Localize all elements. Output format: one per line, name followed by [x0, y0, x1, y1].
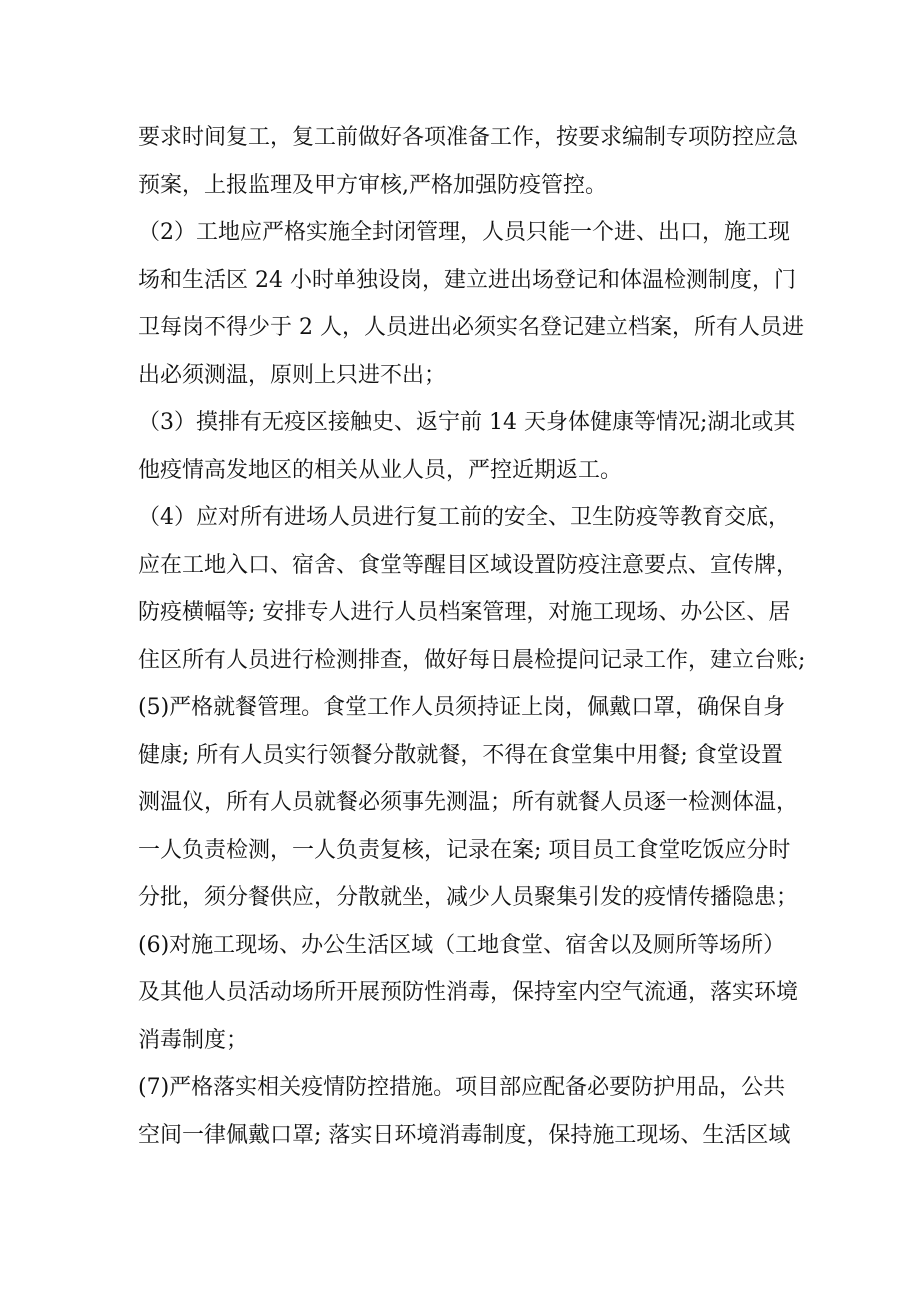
- text-line: 要求时间复工，复工前做好各项准备工作，按要求编制专项防控应急: [138, 125, 799, 150]
- text-line: （3）摸排有无疫区接触史、返宁前 14 天身体健康等情况;湖北或其: [138, 410, 796, 435]
- text-line: 预案，上报监理及甲方审核,严格加强防疫管控。: [138, 172, 607, 198]
- document-body: [138, 114, 806, 1159]
- text-line: 一人负责检测，一人负责复核，记录在案; 项目员工食堂吃饭应分时: [138, 837, 791, 863]
- text-line: 住区所有人员进行检测排查，做好每日晨检提问记录工作，建立台账;: [138, 647, 806, 673]
- text-line: (7)严格落实相关疫情防控措施。项目部应配备必要防护用品，公共: [138, 1075, 786, 1100]
- text-line: 出必须测温，原则上只进不出；: [138, 362, 447, 388]
- text-line: （4）应对所有进场人员进行复工前的安全、卫生防疫等教育交底，: [138, 505, 790, 530]
- text-line: 场和生活区 24 小时单独设岗，建立进出场登记和体温检测制度，门: [138, 267, 796, 293]
- text-line: 卫每岗不得少于 2 人，人员进出必须实名登记建立档案，所有人员进: [138, 315, 804, 340]
- text-line: 空间一律佩戴口罩; 落实日环境消毒制度，保持施工现场、生活区域: [138, 1122, 791, 1148]
- text-line: 及其他人员活动场所开展预防性消毒，保持室内空气流通，落实环境: [138, 980, 799, 1005]
- text-line: 健康; 所有人员实行领餐分散就餐，不得在食堂集中用餐; 食堂设置: [138, 742, 783, 768]
- text-line: （2）工地应严格实施全封闭管理，人员只能一个进、出口，施工现: [138, 220, 790, 245]
- text-line: (5)严格就餐管理。食堂工作人员须持证上岗，佩戴口罩，确保自身: [138, 695, 786, 720]
- text-line: 防疫横幅等; 安排专人进行人员档案管理，对施工现场、办公区、居: [138, 600, 791, 625]
- text-line: 应在工地入口、宿舍、食堂等醒目区域设置防疫注意要点、宣传牌，: [138, 552, 799, 578]
- text-line: (6)对施工现场、办公生活区域（工地食堂、宿舍以及厕所等场所）: [138, 932, 786, 958]
- text-line: 他疫情高发地区的相关从业人员，严控近期返工。: [138, 457, 623, 483]
- text-line: 分批，须分餐供应，分散就坐，减少人员聚集引发的疫情传播隐患；: [138, 885, 799, 910]
- text-line: 测温仪，所有人员就餐必须事先测温；所有就餐人员逐一检测体温，: [138, 790, 799, 815]
- text-line: 消毒制度；: [138, 1027, 249, 1053]
